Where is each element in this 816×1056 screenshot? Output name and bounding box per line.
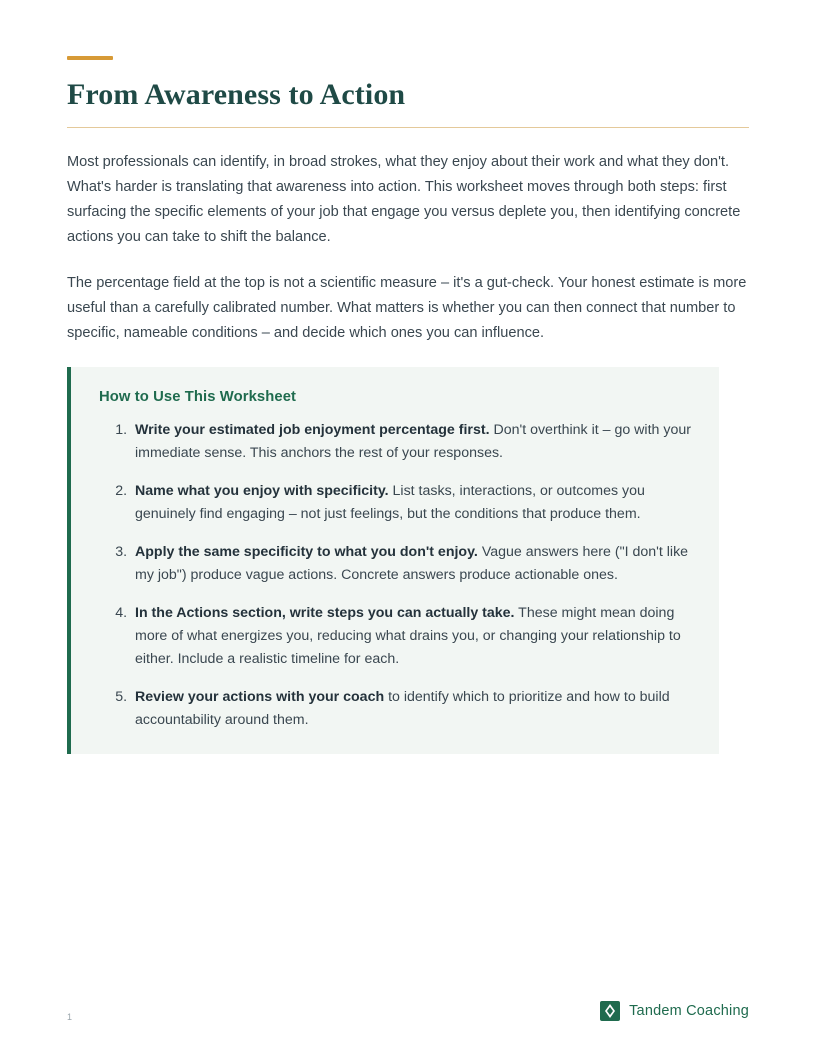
list-item xyxy=(131,602,693,671)
step-rest: List tasks, interactions, or outcomes you genuinely find engaging – not just feelings, but the conditions that produce them. xyxy=(135,483,645,522)
callout-heading: How to Use This Worksheet xyxy=(99,389,297,405)
title-divider xyxy=(67,127,749,128)
step-lead: Review your actions with your coach xyxy=(135,689,385,705)
step-rest: to identify which to prioritize and how to build accountability around them. xyxy=(135,689,670,728)
step-lead: Name what you enjoy with specificity. xyxy=(135,483,389,499)
step-lead: In the Actions section, write steps you can actually take. xyxy=(135,605,515,621)
step-lead: Write your estimated job enjoyment percentage first. xyxy=(135,422,490,438)
page-title: From Awareness to Action xyxy=(67,78,406,111)
step-rest: Vague answers here ("I don't like my job") produce vague actions. Concrete answers produce actionable ones. xyxy=(135,544,689,583)
list-item xyxy=(131,686,693,732)
intro-paragraph-2: The percentage field at the top is not a scientific measure – it's a gut-check. Your honest estimate is more useful than a carefully calibrated number. What matters is whether you can then connect that number to specific, nameable conditions – and decide which ones you can influence. xyxy=(67,275,747,341)
list-item xyxy=(131,480,693,526)
page-number: 1 xyxy=(67,1012,73,1022)
document-content xyxy=(67,56,749,754)
step-lead: Apply the same specificity to what you don't enjoy. xyxy=(135,544,478,560)
tandem-diamond-logo-icon xyxy=(599,1000,621,1022)
step-rest: Don't overthink it – go with your immediate sense. This anchors the rest of your responses. xyxy=(135,422,691,461)
list-item xyxy=(131,541,693,587)
brand-name: Tandem Coaching xyxy=(629,1003,749,1019)
accent-rule xyxy=(67,56,113,60)
list-item xyxy=(131,419,693,465)
step-rest: These might mean doing more of what energizes you, reducing what drains you, or changing your relationship to either. Include a realistic timeline for each. xyxy=(135,605,681,667)
instructions-callout xyxy=(67,367,719,754)
brand-lockup xyxy=(599,1000,749,1022)
intro-paragraph-1: Most professionals can identify, in broad strokes, what they enjoy about their work and what they don't. What's harder is translating that awareness into action. This worksheet moves through both steps: first surfacing the specific elements of your job that engage you versus deplete you, then identifying concrete actions you can take to shift the balance. xyxy=(67,154,741,245)
instructions-list xyxy=(97,419,693,732)
page-footer xyxy=(67,998,749,1022)
